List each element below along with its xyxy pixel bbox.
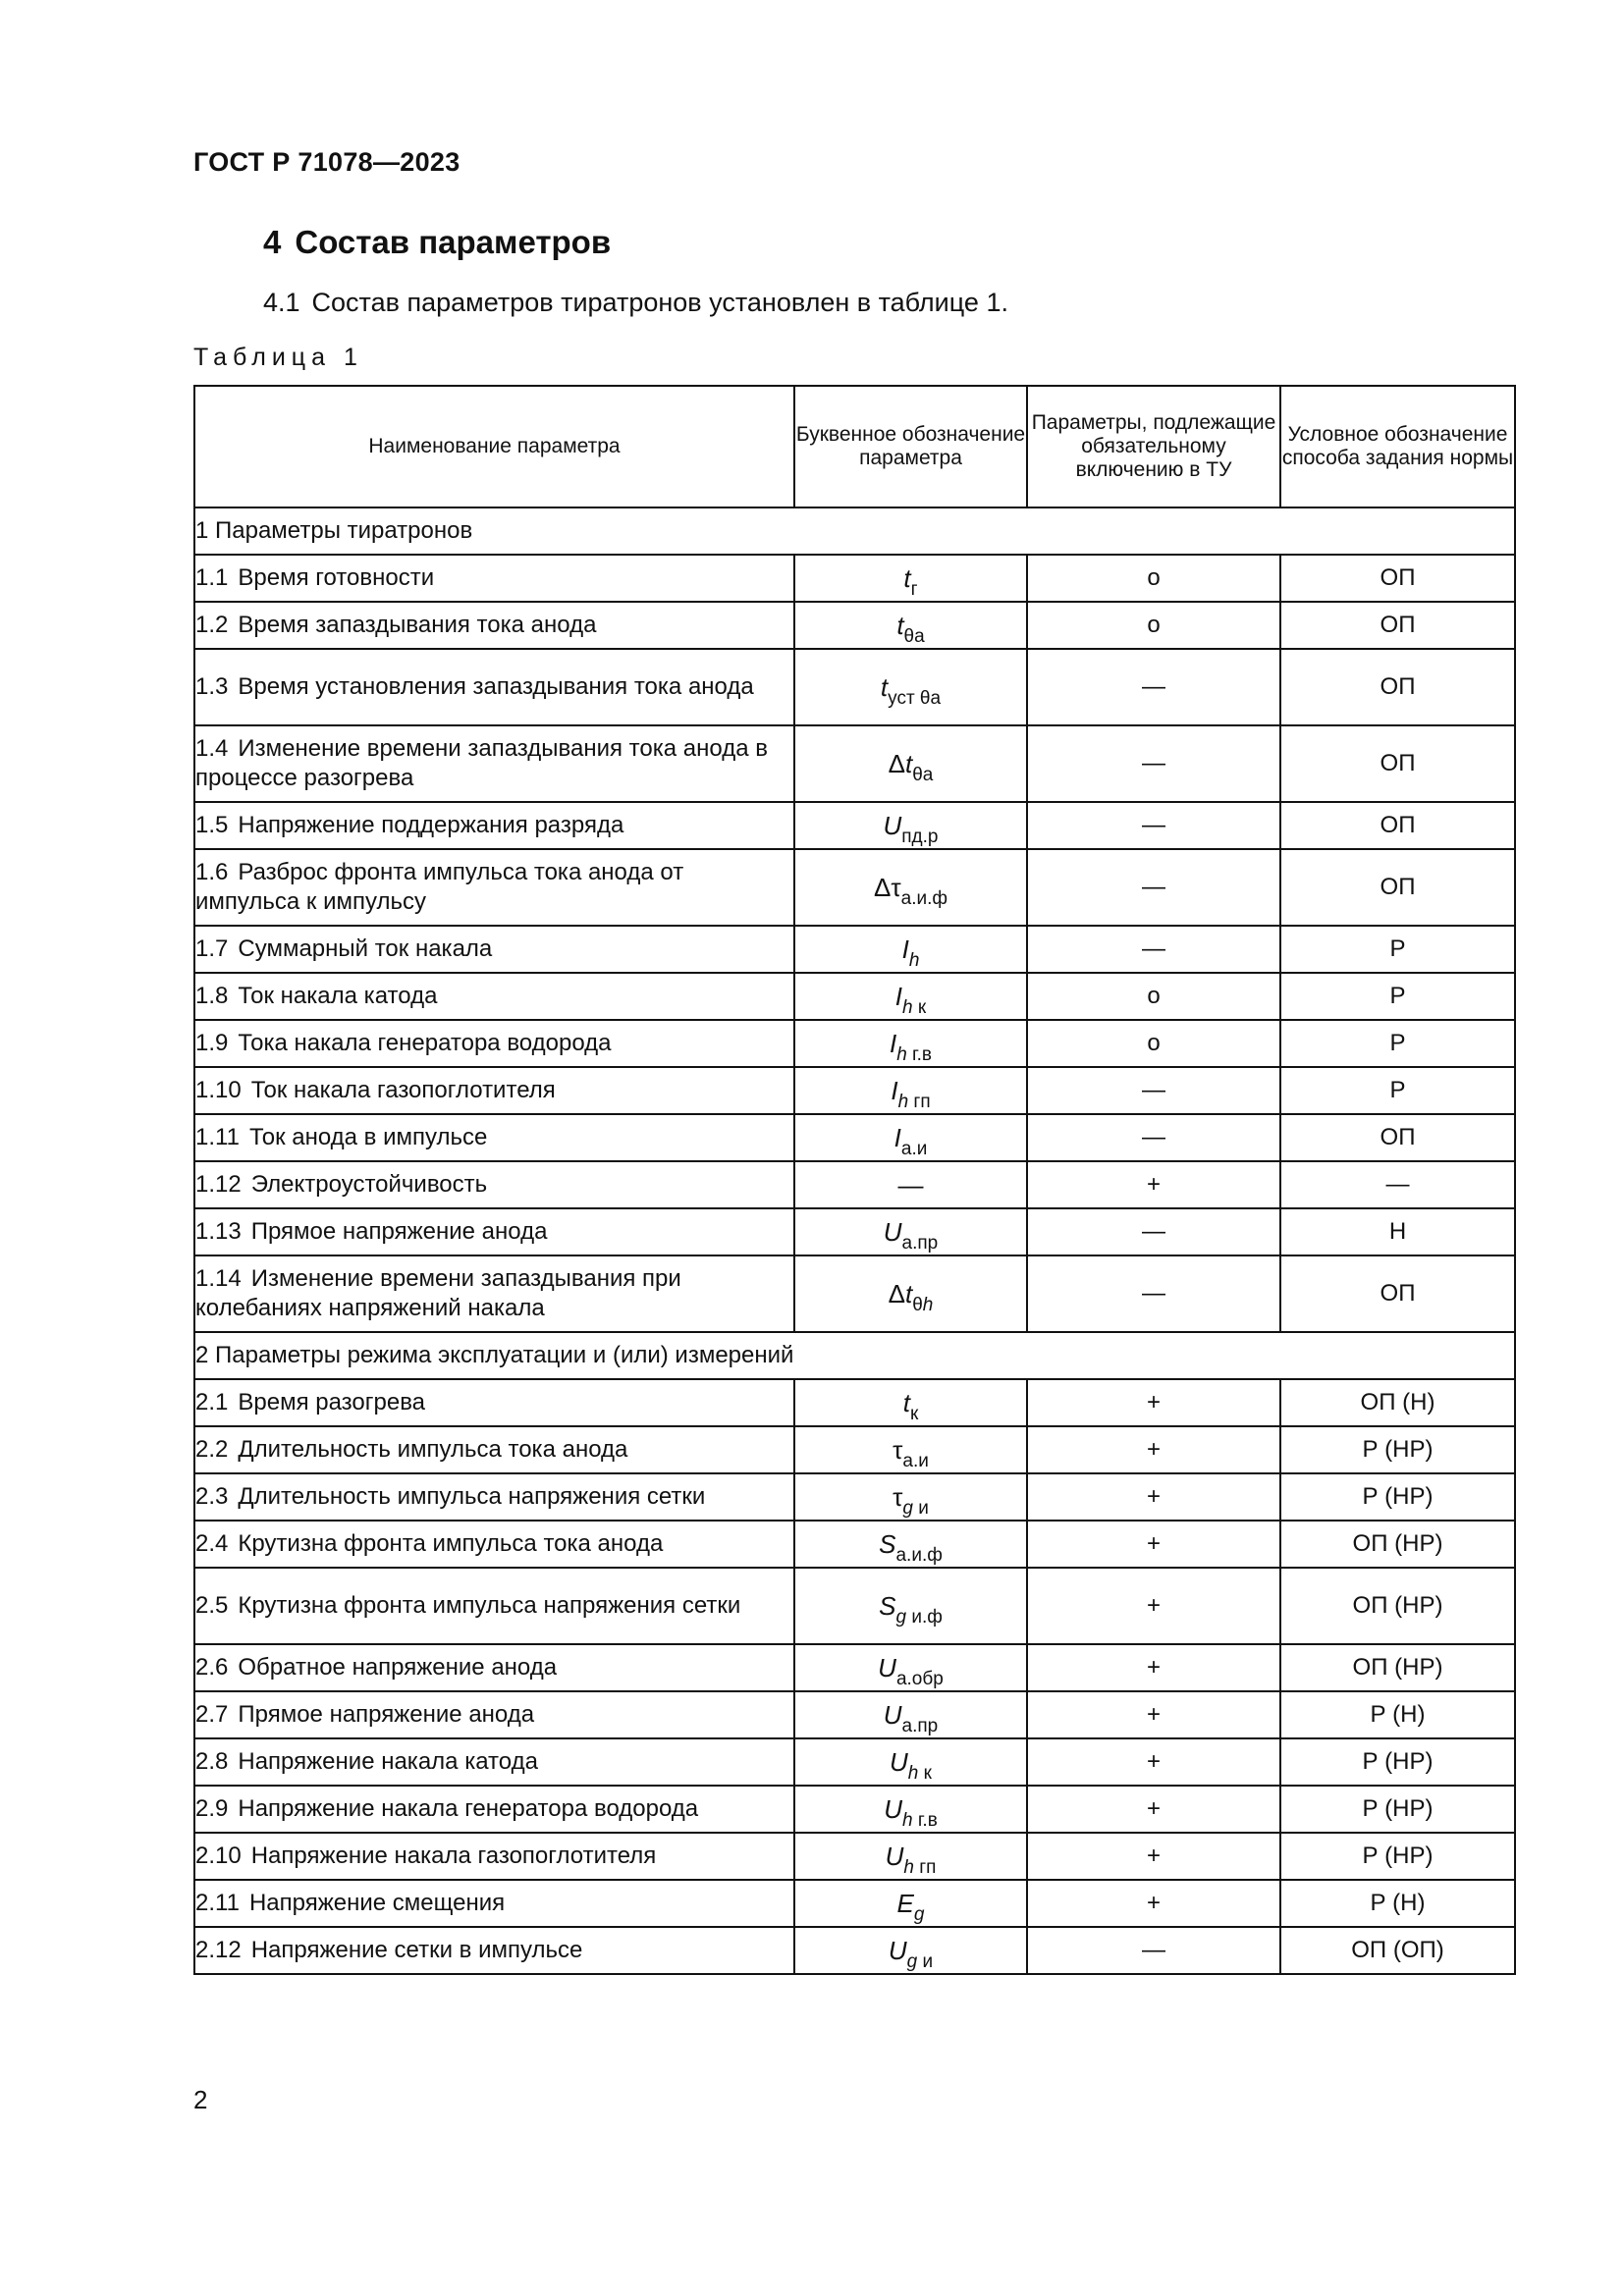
param-name: Длительность импульса тока анода: [238, 1436, 628, 1463]
table-row: [194, 1927, 1515, 1974]
param-number: 1.10: [195, 1077, 242, 1103]
param-name: Прямое напряжение анода: [238, 1701, 535, 1728]
param-symbol-prefix: —: [897, 1169, 924, 1200]
param-name: Напряжение накала катода: [238, 1748, 538, 1775]
param-name: Ток анода в импульсе: [248, 1124, 488, 1150]
param-mandatory-cell: +: [1027, 1568, 1280, 1644]
param-symbol-cell: [794, 1379, 1027, 1426]
param-mandatory-cell: о: [1027, 602, 1280, 649]
group-title: 2 Параметры режима эксплуатации и (или) измерений: [194, 1332, 1515, 1379]
param-name-cell: [194, 1691, 794, 1738]
param-name: Прямое напряжение анода: [250, 1218, 548, 1245]
param-norm-cell: ОП: [1280, 849, 1515, 926]
param-symbol-cell: [794, 1691, 1027, 1738]
param-symbol-cell: [794, 926, 1027, 973]
param-symbol-cell: [794, 1161, 1027, 1208]
param-name: Электроустойчивость: [250, 1171, 488, 1198]
header-symbol: Буквенное обозначение параметра: [794, 386, 1027, 507]
param-symbol-subscript: пд.р: [901, 826, 939, 847]
param-symbol: U: [884, 1793, 902, 1824]
param-norm-cell: Р: [1280, 1067, 1515, 1114]
param-norm-cell: ОП: [1280, 602, 1515, 649]
param-symbol-cell: [794, 1426, 1027, 1473]
param-mandatory-cell: о: [1027, 973, 1280, 1020]
param-name-cell: [194, 1379, 794, 1426]
param-symbol-cell: [794, 973, 1027, 1020]
param-symbol-subscript: а.и: [902, 1450, 929, 1471]
param-symbol-subscript: а.обр: [895, 1668, 944, 1689]
param-symbol-subscript: h: [908, 949, 920, 971]
param-mandatory-cell: о: [1027, 1020, 1280, 1067]
param-number: 1.2: [195, 612, 229, 638]
param-number: 2.6: [195, 1654, 229, 1681]
param-symbol-subscript: h г.в: [901, 1809, 938, 1831]
param-name-cell: [194, 1786, 794, 1833]
param-symbol-subscript: g и.ф: [895, 1606, 943, 1628]
param-number: 2.10: [195, 1842, 242, 1869]
param-norm-cell: Р: [1280, 926, 1515, 973]
param-symbol: t: [904, 1278, 913, 1308]
param-norm-cell: ОП (НР): [1280, 1644, 1515, 1691]
param-name: Тока накала генератора водорода: [238, 1030, 612, 1056]
param-number: 1.11: [195, 1124, 240, 1150]
param-mandatory-cell: —: [1027, 725, 1280, 802]
param-symbol-cell: [794, 1208, 1027, 1255]
param-symbol: E: [896, 1888, 914, 1918]
param-name-cell: [194, 555, 794, 602]
param-name: Изменение времени запаздывания тока анода в процессе разогрева: [195, 735, 768, 791]
param-norm-cell: Р (НР): [1280, 1786, 1515, 1833]
param-name: Крутизна фронта импульса напряжения сетки: [238, 1592, 741, 1619]
param-name-cell: [194, 1833, 794, 1880]
table-group-row: [194, 507, 1515, 555]
param-name-cell: [194, 1426, 794, 1473]
param-name-cell: [194, 849, 794, 926]
table-row: [194, 1208, 1515, 1255]
page-number: 2: [193, 2085, 208, 2114]
param-symbol-cell: [794, 1786, 1027, 1833]
param-norm-cell: ОП: [1280, 802, 1515, 849]
param-name-cell: [194, 1067, 794, 1114]
param-name-cell: [194, 1927, 794, 1974]
header-mandatory: Параметры, подлежащие обязательному включению в ТУ: [1027, 386, 1280, 507]
param-symbol: U: [888, 1935, 907, 1965]
table-row: [194, 725, 1515, 802]
param-symbol-subscript: g: [913, 1903, 925, 1925]
param-symbol-subscript: θh: [912, 1294, 934, 1315]
param-symbol-cell: [794, 1927, 1027, 1974]
param-mandatory-cell: +: [1027, 1473, 1280, 1521]
param-mandatory-cell: +: [1027, 1691, 1280, 1738]
param-symbol-prefix: τ: [893, 1434, 903, 1465]
param-number: 1.12: [195, 1171, 242, 1198]
table-row: [194, 1426, 1515, 1473]
param-symbol-subscript: а.и.ф: [900, 887, 947, 909]
param-name: Напряжение накала газопоглотителя: [250, 1842, 657, 1869]
param-symbol-cell: [794, 1521, 1027, 1568]
param-number: 1.8: [195, 983, 229, 1009]
table-row: [194, 555, 1515, 602]
param-name: Разброс фронта импульса тока анода от импульса к импульсу: [195, 859, 684, 915]
table-row: [194, 1161, 1515, 1208]
param-mandatory-cell: —: [1027, 802, 1280, 849]
param-symbol-subscript: h к: [907, 1762, 932, 1784]
param-symbol: I: [893, 1122, 901, 1152]
param-symbol: U: [890, 1746, 908, 1777]
param-symbol: t: [902, 1387, 910, 1417]
param-name-cell: [194, 1473, 794, 1521]
param-symbol: t: [903, 562, 911, 593]
param-symbol-cell: [794, 555, 1027, 602]
param-number: 1.5: [195, 812, 229, 838]
param-mandatory-cell: —: [1027, 1927, 1280, 1974]
param-mandatory-cell: —: [1027, 1255, 1280, 1332]
param-symbol-prefix: τ: [893, 1481, 903, 1512]
param-name: Напряжение сетки в импульсе: [250, 1937, 583, 1963]
param-mandatory-cell: о: [1027, 555, 1280, 602]
param-symbol-cell: [794, 1568, 1027, 1644]
table-row: [194, 1568, 1515, 1644]
param-mandatory-cell: —: [1027, 1067, 1280, 1114]
param-name: Ток накала катода: [238, 983, 438, 1009]
param-norm-cell: Р: [1280, 1020, 1515, 1067]
param-name: Время разогрева: [238, 1389, 426, 1415]
param-name: Время запаздывания тока анода: [238, 612, 597, 638]
param-norm-cell: Р (Н): [1280, 1880, 1515, 1927]
table-row: [194, 926, 1515, 973]
param-number: 1.13: [195, 1218, 242, 1245]
param-symbol-subscript: г: [910, 578, 918, 600]
param-symbol-subscript: а.пр: [901, 1715, 939, 1736]
param-symbol-prefix: Δ: [888, 748, 905, 778]
param-symbol-subscript: уст θа: [888, 687, 942, 709]
param-norm-cell: ОП (НР): [1280, 1521, 1515, 1568]
param-symbol-cell: [794, 1473, 1027, 1521]
param-number: 1.1: [195, 564, 229, 591]
param-mandatory-cell: +: [1027, 1521, 1280, 1568]
table-row: [194, 1644, 1515, 1691]
param-name: Время готовности: [238, 564, 435, 591]
header-norm: Условное обозначение способа задания нормы: [1280, 386, 1515, 507]
param-norm-cell: Р (Н): [1280, 1691, 1515, 1738]
param-name-cell: [194, 1568, 794, 1644]
table-row: [194, 973, 1515, 1020]
param-name-cell: [194, 1114, 794, 1161]
param-name: Ток накала газопоглотителя: [250, 1077, 556, 1103]
table-row: [194, 1786, 1515, 1833]
param-symbol: I: [889, 1028, 897, 1058]
param-mandatory-cell: —: [1027, 1208, 1280, 1255]
param-symbol-subscript: а.пр: [901, 1232, 939, 1254]
param-symbol-subscript: к: [909, 1403, 919, 1424]
param-symbol-subscript: h гп: [897, 1091, 931, 1112]
param-symbol: S: [879, 1528, 896, 1559]
param-mandatory-cell: +: [1027, 1833, 1280, 1880]
param-symbol-cell: [794, 849, 1027, 926]
param-number: 2.5: [195, 1592, 229, 1619]
param-norm-cell: ОП: [1280, 1255, 1515, 1332]
param-name-cell: [194, 725, 794, 802]
table-row: [194, 1067, 1515, 1114]
param-name-cell: [194, 802, 794, 849]
table-row: [194, 1255, 1515, 1332]
param-name: Время установления запаздывания тока анода: [238, 673, 754, 700]
param-norm-cell: —: [1280, 1161, 1515, 1208]
param-name-cell: [194, 1255, 794, 1332]
table-row: [194, 1691, 1515, 1738]
param-norm-cell: Н: [1280, 1208, 1515, 1255]
param-symbol: t: [880, 671, 889, 702]
param-number: 2.2: [195, 1436, 229, 1463]
param-symbol-prefix: Δτ: [873, 872, 901, 902]
param-number: 2.9: [195, 1795, 229, 1822]
param-number: 1.14: [195, 1265, 242, 1292]
param-name-cell: [194, 602, 794, 649]
table-row: [194, 1114, 1515, 1161]
parameters-table: [193, 385, 1516, 1975]
param-symbol: U: [883, 1699, 902, 1730]
table-row: [194, 1833, 1515, 1880]
param-norm-cell: Р (НР): [1280, 1738, 1515, 1786]
param-mandatory-cell: +: [1027, 1161, 1280, 1208]
param-mandatory-cell: +: [1027, 1426, 1280, 1473]
param-symbol-cell: [794, 802, 1027, 849]
param-norm-cell: ОП: [1280, 725, 1515, 802]
param-norm-cell: ОП: [1280, 649, 1515, 725]
param-symbol-cell: [794, 602, 1027, 649]
table-row: [194, 1379, 1515, 1426]
param-name: Суммарный ток накала: [238, 935, 493, 962]
param-number: 1.3: [195, 673, 229, 700]
document-code: ГОСТ Р 71078—2023: [193, 147, 460, 177]
param-norm-cell: ОП (ОП): [1280, 1927, 1515, 1974]
param-symbol-subscript: θа: [903, 625, 925, 647]
param-name: Изменение времени запаздывания при колебаниях напряжений накала: [195, 1265, 681, 1321]
param-norm-cell: ОП: [1280, 555, 1515, 602]
table-caption: Таблица 1: [193, 344, 363, 371]
param-name-cell: [194, 1208, 794, 1255]
param-symbol-cell: [794, 1833, 1027, 1880]
param-name-cell: [194, 1161, 794, 1208]
param-symbol-subscript: h гп: [903, 1856, 937, 1878]
param-name-cell: [194, 1880, 794, 1927]
param-number: 1.4: [195, 735, 229, 762]
param-symbol-cell: [794, 1880, 1027, 1927]
table-group-row: [194, 1332, 1515, 1379]
param-norm-cell: ОП (НР): [1280, 1568, 1515, 1644]
param-name: Длительность импульса напряжения сетки: [238, 1483, 706, 1510]
param-number: 2.11: [195, 1890, 240, 1916]
param-number: 2.7: [195, 1701, 229, 1728]
param-name-cell: [194, 649, 794, 725]
table-row: [194, 1020, 1515, 1067]
param-mandatory-cell: +: [1027, 1738, 1280, 1786]
table-row: [194, 802, 1515, 849]
param-symbol: S: [879, 1590, 896, 1621]
param-symbol-cell: [794, 1738, 1027, 1786]
param-norm-cell: Р (НР): [1280, 1426, 1515, 1473]
param-symbol: U: [885, 1841, 904, 1871]
param-norm-cell: Р: [1280, 973, 1515, 1020]
param-mandatory-cell: —: [1027, 926, 1280, 973]
param-symbol: I: [894, 981, 903, 1011]
header-name: Наименование параметра: [194, 386, 794, 507]
param-name: Напряжение накала генератора водорода: [238, 1795, 699, 1822]
param-symbol-subscript: а.и: [900, 1138, 928, 1159]
param-symbol: I: [891, 1075, 898, 1105]
param-symbol: I: [901, 934, 909, 964]
param-symbol: U: [878, 1652, 896, 1682]
param-number: 1.7: [195, 935, 229, 962]
table-row: [194, 1473, 1515, 1521]
table-body: [194, 507, 1515, 1974]
table-row: [194, 1880, 1515, 1927]
param-norm-cell: ОП (Н): [1280, 1379, 1515, 1426]
table-row: [194, 649, 1515, 725]
param-number: 2.3: [195, 1483, 229, 1510]
param-symbol: U: [883, 1216, 902, 1247]
param-name-cell: [194, 1738, 794, 1786]
param-norm-cell: Р (НР): [1280, 1833, 1515, 1880]
param-mandatory-cell: —: [1027, 1114, 1280, 1161]
table-row: [194, 602, 1515, 649]
param-name: Напряжение смещения: [248, 1890, 506, 1916]
param-norm-cell: Р (НР): [1280, 1473, 1515, 1521]
param-symbol-cell: [794, 1067, 1027, 1114]
param-mandatory-cell: —: [1027, 849, 1280, 926]
param-symbol: t: [905, 748, 913, 778]
group-title: 1 Параметры тиратронов: [194, 507, 1515, 555]
param-name-cell: [194, 1020, 794, 1067]
clause-text: Состав параметров тиратронов установлен в таблице 1.: [311, 288, 1008, 317]
param-symbol-cell: [794, 1644, 1027, 1691]
param-mandatory-cell: +: [1027, 1880, 1280, 1927]
param-name: Крутизна фронта импульса тока анода: [238, 1530, 664, 1557]
param-symbol-cell: [794, 725, 1027, 802]
param-symbol-prefix: Δ: [888, 1278, 905, 1308]
param-number: 1.6: [195, 859, 229, 885]
table-row: [194, 849, 1515, 926]
param-number: 1.9: [195, 1030, 229, 1056]
param-symbol: U: [883, 810, 902, 840]
param-symbol-subscript: g и: [902, 1497, 929, 1519]
clause-number: 4.1: [263, 288, 300, 317]
param-name: Обратное напряжение анода: [238, 1654, 558, 1681]
param-symbol-cell: [794, 1114, 1027, 1161]
param-mandatory-cell: +: [1027, 1644, 1280, 1691]
table-row: [194, 1738, 1515, 1786]
param-symbol-subscript: h к: [902, 996, 927, 1018]
param-symbol: t: [896, 610, 904, 640]
param-mandatory-cell: +: [1027, 1786, 1280, 1833]
param-symbol-cell: [794, 649, 1027, 725]
param-name-cell: [194, 1644, 794, 1691]
param-symbol-subscript: g и: [906, 1950, 934, 1972]
param-name: Напряжение поддержания разряда: [238, 812, 624, 838]
param-symbol-cell: [794, 1255, 1027, 1332]
param-symbol-cell: [794, 1020, 1027, 1067]
clause-4-1: [263, 288, 1008, 318]
param-norm-cell: ОП: [1280, 1114, 1515, 1161]
param-name-cell: [194, 926, 794, 973]
param-number: 2.1: [195, 1389, 229, 1415]
param-name-cell: [194, 973, 794, 1020]
section-number: 4: [263, 224, 282, 260]
param-number: 2.4: [195, 1530, 229, 1557]
param-symbol-subscript: а.и.ф: [895, 1544, 943, 1566]
param-number: 2.8: [195, 1748, 229, 1775]
param-name-cell: [194, 1521, 794, 1568]
param-number: 2.12: [195, 1937, 242, 1963]
param-mandatory-cell: —: [1027, 649, 1280, 725]
table-header-row: [194, 386, 1515, 507]
section-title-text: Состав параметров: [295, 224, 612, 260]
param-symbol-subscript: h г.в: [896, 1043, 933, 1065]
param-mandatory-cell: +: [1027, 1379, 1280, 1426]
section-title: [263, 224, 611, 261]
table-row: [194, 1521, 1515, 1568]
param-symbol-subscript: θа: [912, 764, 934, 785]
